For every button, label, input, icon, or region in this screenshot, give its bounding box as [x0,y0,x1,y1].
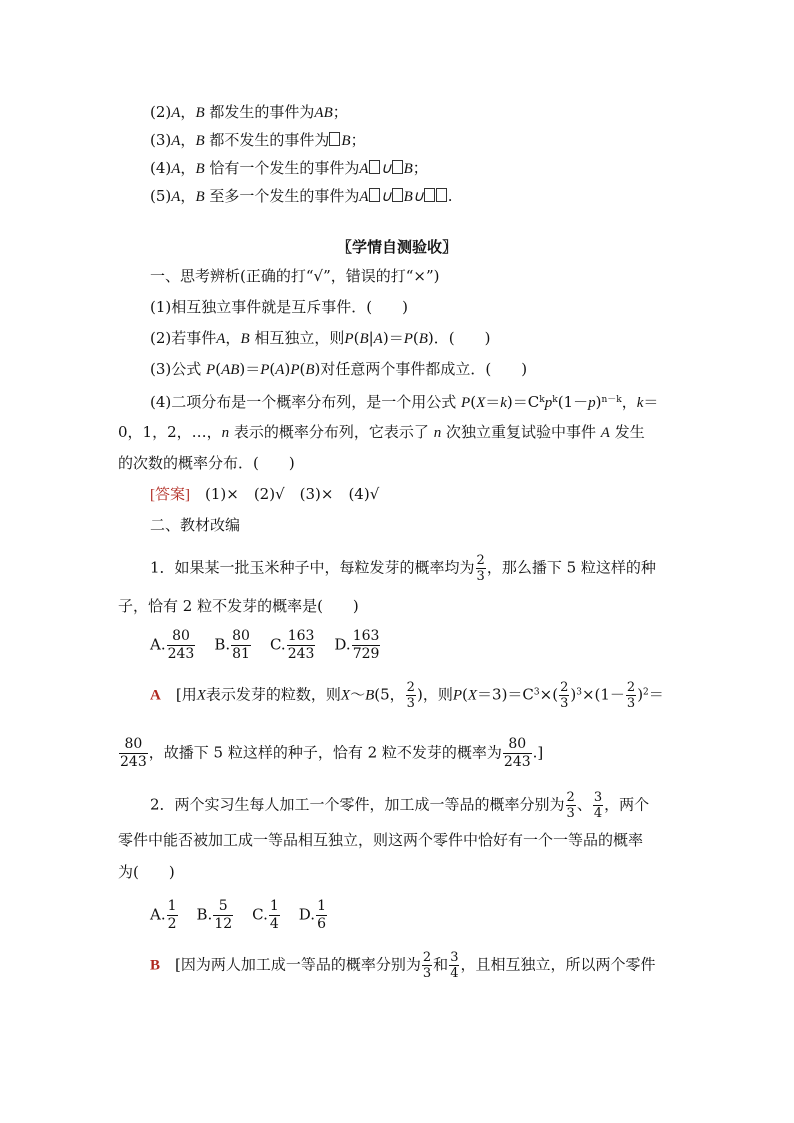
p2-option-a [150,898,179,933]
fraction: $\frac{2}{3}$ [476,553,485,584]
text: ．( ) [433,329,491,347]
option-label: B. [196,905,213,924]
judge-q2: (2)若事件A，B 相互独立，则P(B|A)＝P(B)．( ) [150,329,491,347]
option-label: A. [150,905,166,924]
text: 对任意两个事件都成立．( ) [320,360,528,378]
text: ，则 [422,685,453,704]
item-text: 恰有一个发生的事件为 [209,159,360,177]
event-expression: A ∪ B∪ [359,189,447,205]
text: (4)二项分布是一个概率分布列，是一个用公式 [150,393,457,411]
option-fraction: $\frac{163}{729}$ [352,628,380,662]
problem2-options [150,898,346,933]
option-label: D. [298,905,316,924]
text: 表示的概率分布列，它表示了 [233,423,429,441]
text: 次独立重复试验中事件 [446,423,597,441]
option-label: A. [150,635,166,654]
text: .] [532,743,544,762]
list-item-2: (2)A，B 都发生的事件为AB； [150,103,348,121]
p2-option-b [197,898,235,933]
text: 0，1，2，…， [118,423,222,441]
problem1-options [150,628,399,663]
option-label: C. [269,635,286,654]
option-fraction: $\frac{1}{2}$ [167,898,177,932]
problem2-line2: 零件中能否被加工成一等品相互独立，则这两个零件中恰好有一个一等品的概率 [118,831,644,849]
event-ab: AB [314,105,333,121]
text: (3)公式 [150,360,202,378]
fraction: $\frac{2}{3}$ [626,680,636,711]
text: ，且相互独立，所以两个零件 [460,955,656,974]
option-fraction: $\frac{1}{4}$ [269,898,279,932]
problem2-solution-line1: B [因为两人加工成一等品的概率分别为 $\frac{2}{3}$ 和 $\frac{3}{4}$ ，且相互独立，所以两个零件 [150,950,656,981]
text: (2)若事件 [150,329,217,347]
item-number: (4) [150,159,172,177]
answer-letter: B [150,957,161,974]
text: ，两个 [604,795,650,814]
p1-option-d [334,628,381,663]
judge-q4-line1: (4)二项分布是一个概率分布列，是一个用公式 $P(X=k)=C^kp^k(1-p)^{n-k}$，k＝ [150,393,659,411]
event-expression: A ∪ B [359,161,413,177]
item-number: (3) [150,131,172,149]
option-fraction: $\frac{1}{6}$ [317,898,326,932]
judge-q3: (3)公式 P(AB)＝P(A)P(B)对任意两个事件都成立．( ) [150,360,528,378]
problem1-solution-line2 [118,736,543,771]
text: ，故播下 5 粒这样的种子，恰有 2 粒不发芽的概率为 [148,743,502,762]
text: 2．两个实习生每人加工一个零件，加工成一等品的概率分别为 [150,795,565,814]
answer-text: (1)× (2)√ (3)× (4)√ [205,485,380,503]
item-text: 都不发生的事件为 [209,131,330,149]
option-fraction: $\frac{80}{243}$ [167,628,195,662]
option-label: C. [252,905,268,924]
text: 表示发芽的粒数，则 [205,685,341,704]
list-item-5: (5)A，B 至多一个发生的事件为A ∪ B∪ . [150,187,453,205]
fraction: $\frac{80}{243}$ [503,736,531,770]
p1-option-c [270,628,316,663]
problem1-line2: 子，恰有 2 粒不发芽的概率是( ) [118,597,359,615]
text: [因为两人加工成一等品的概率分别为 [175,955,421,974]
problem2-line3: 为( ) [118,863,175,881]
fraction: $\frac{3}{4}$ [593,790,603,821]
judge-q4-line2: 0，1，2，…，n 表示的概率分布列，它表示了 n 次独立重复试验中事件 A 发生 [118,423,645,441]
judge-q4-line3: 的次数的概率分布．( ) [118,454,295,472]
item-number: (2) [150,103,172,121]
option-fraction: $\frac{163}{243}$ [287,628,315,662]
answer-letter: A [150,687,161,704]
list-item-4: (4)A，B 恰有一个发生的事件为A ∪ B； [150,159,428,177]
option-label: B. [214,635,231,654]
fraction: $\frac{80}{243}$ [120,736,147,770]
option-fraction: $\frac{80}{81}$ [232,628,250,662]
option-fraction: $\frac{5}{12}$ [214,898,233,932]
answer-line [150,484,379,505]
fraction: $\frac{2}{3}$ [422,950,432,981]
list-item-3: (3)A，B 都不发生的事件为 B； [150,131,366,149]
fraction: $\frac{3}{4}$ [450,950,459,981]
event-complement-ab: B [329,133,350,149]
text: 发生 [614,423,645,441]
section-title: 〖学情自测验收〗 [336,238,457,256]
problem1-line1 [150,553,656,584]
text: [用 [175,685,197,704]
answer-label: [答案] [150,487,190,503]
p1-option-a [150,628,196,663]
p1-option-b [214,628,252,663]
text: 相互独立，则 [254,329,345,347]
fraction: $\frac{2}{3}$ [566,790,575,821]
item-text: 都发生的事件为 [209,103,315,121]
p2-option-d [299,898,328,933]
judge-q1: (1)相互独立事件就是互斥事件．( ) [150,298,408,316]
item-text: 至多一个发生的事件为 [209,187,360,205]
problem2-line1: 2．两个实习生每人加工一个零件，加工成一等品的概率分别为 $\frac{2}{3}$ 、 $\frac{3}{4}$ ，两个 [150,790,650,821]
fraction: $\frac{2}{3}$ [406,680,415,711]
text: 1．如果某一批玉米种子中，每粒发芽的概率均为 [150,558,475,577]
item-number: (5) [150,187,172,205]
p2-option-c [252,898,281,933]
option-label: D. [334,635,351,654]
fraction: $\frac{2}{3}$ [560,680,569,711]
part1-heading: 一、思考辨析(正确的打“√”，错误的打“×”) [150,267,440,285]
part2-heading: 二、教材改编 [150,516,241,534]
problem1-solution-line1: A [用X表示发芽的粒数，则X～B(5， $\frac{2}{3}$ )，则$P(X=3)=C^3\times$( $\frac{2}{3}$ )$^3$×(1－ $\frac{2}{3}$ )$^2$＝ [150,680,664,711]
text: ，那么播下 5 粒这样的种 [486,558,656,577]
